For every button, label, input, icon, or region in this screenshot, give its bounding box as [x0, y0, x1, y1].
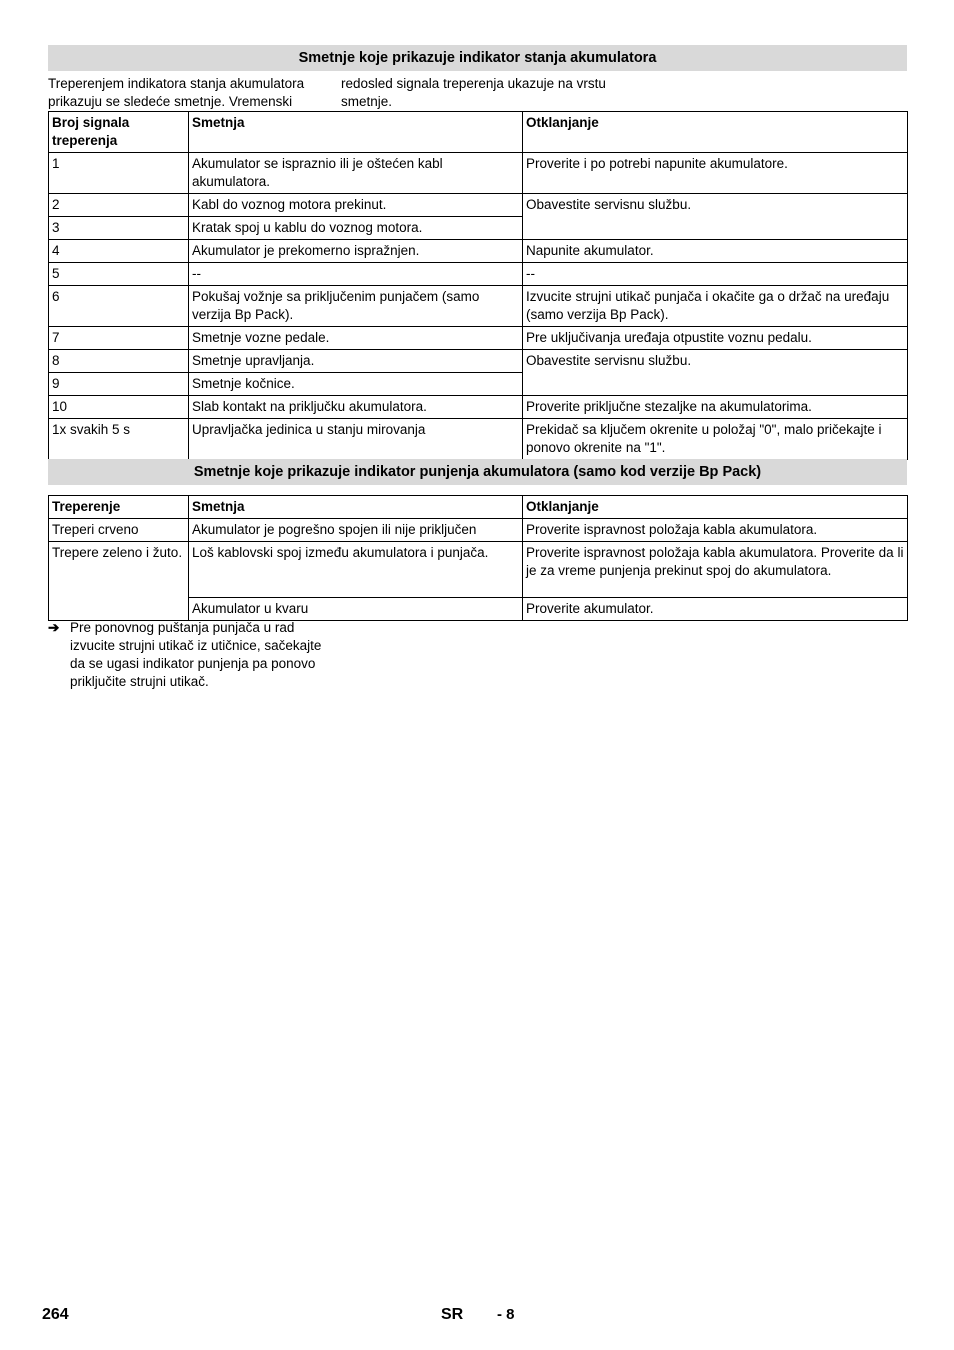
header-remedy: Otklanjanje	[523, 112, 908, 153]
table-row	[49, 519, 908, 542]
cell-fault: Smetnje vozne pedale.	[189, 327, 523, 350]
header-fault: Smetnja	[189, 496, 523, 519]
table-row	[49, 327, 908, 350]
table-row	[49, 194, 908, 217]
cell-fault: --	[189, 263, 523, 286]
cell-remedy: Prekidač sa ključem okrenite u položaj "0", malo pričekajte i ponovo okrenite na "1".	[523, 419, 908, 460]
cell-signal: 10	[49, 396, 189, 419]
header-flashing: Treperenje	[49, 496, 189, 519]
cell-signal: 3	[49, 217, 189, 240]
intro-text-left: Treperenjem indikatora stanja akumulatora prikazuju se sledeće smetnje. Vremenski	[48, 76, 305, 109]
cell-fault: Slab kontakt na priključku akumulatora.	[189, 396, 523, 419]
cell-signal: 9	[49, 373, 189, 396]
arrow-right-icon: ➔	[48, 620, 60, 635]
section-title-battery-status: Smetnje koje prikazuje indikator stanja akumulatora	[48, 45, 907, 71]
table-row	[49, 350, 908, 373]
cell-fault: Kabl do voznog motora prekinut.	[189, 194, 523, 217]
page-number: 264	[42, 1306, 69, 1323]
cell-remedy: Obavestite servisnu službu.	[523, 194, 908, 240]
sub-page-number: - 8	[497, 1306, 515, 1323]
cell-fault: Akumulator je prekomerno ispražnjen.	[189, 240, 523, 263]
cell-signal: 1	[49, 153, 189, 194]
intro-text-right: redosled signala treperenja ukazuje na vrstu smetnje.	[341, 76, 606, 109]
cell-signal: 2	[49, 194, 189, 217]
cell-remedy: Obavestite servisnu službu.	[523, 350, 908, 396]
table-row	[49, 153, 908, 194]
cell-fault: Smetnje upravljanja.	[189, 350, 523, 373]
cell-fault: Akumulator u kvaru	[189, 598, 523, 621]
cell-remedy: Proverite priključne stezaljke na akumulatorima.	[523, 396, 908, 419]
header-remedy: Otklanjanje	[523, 496, 908, 519]
header-fault: Smetnja	[189, 112, 523, 153]
cell-remedy: Proverite ispravnost položaja kabla akumulatora.	[523, 519, 908, 542]
cell-remedy: Pre uključivanja uređaja otpustite voznu pedalu.	[523, 327, 908, 350]
cell-fault: Loš kablovski spoj između akumulatora i punjača.	[189, 542, 523, 598]
table-row	[49, 419, 908, 460]
table-row	[49, 240, 908, 263]
battery-status-table	[48, 111, 908, 460]
cell-flashing: Treperi crveno	[49, 519, 189, 542]
table-row	[49, 396, 908, 419]
charge-indicator-table	[48, 495, 908, 621]
cell-remedy: Izvucite strujni utikač punjača i okačite ga o držač na uređaju (samo verzija Bp Pack).	[523, 286, 908, 327]
cell-signal: 6	[49, 286, 189, 327]
table-row	[49, 263, 908, 286]
header-signal-count: Broj signala treperenja	[49, 112, 189, 153]
cell-signal: 1x svakih 5 s	[49, 419, 189, 460]
cell-fault: Smetnje kočnice.	[189, 373, 523, 396]
cell-remedy: Proverite akumulator.	[523, 598, 908, 621]
cell-fault: Kratak spoj u kablu do voznog motora.	[189, 217, 523, 240]
table-row	[49, 542, 908, 598]
cell-remedy: Proverite i po potrebi napunite akumulatore.	[523, 153, 908, 194]
table-header-row	[49, 112, 908, 153]
cell-fault: Akumulator je pogrešno spojen ili nije priključen	[189, 519, 523, 542]
table-row	[49, 286, 908, 327]
cell-signal: 8	[49, 350, 189, 373]
cell-remedy: Napunite akumulator.	[523, 240, 908, 263]
section-title-charge-indicator: Smetnje koje prikazuje indikator punjenja akumulatora (samo kod verzije Bp Pack)	[48, 459, 907, 485]
cell-remedy: Proverite ispravnost položaja kabla akumulatora. Proverite da li je za vreme punjenja prekinut spoj do akumulatora.	[523, 542, 908, 598]
table-header-row	[49, 496, 908, 519]
cell-signal: 4	[49, 240, 189, 263]
cell-remedy: --	[523, 263, 908, 286]
cell-flashing: Trepere zeleno i žuto.	[49, 542, 189, 621]
note-text: Pre ponovnog puštanja punjača u rad izvucite strujni utikač iz utičnice, sačekajte da se ugasi indikator punjenja pa ponovo priključite strujni utikač.	[70, 620, 322, 689]
cell-signal: 7	[49, 327, 189, 350]
cell-fault: Pokušaj vožnje sa priključenim punjačem (samo verzija Bp Pack).	[189, 286, 523, 327]
language-code: SR	[441, 1306, 464, 1323]
note	[48, 619, 338, 691]
cell-fault: Upravljačka jedinica u stanju mirovanja	[189, 419, 523, 460]
cell-signal: 5	[49, 263, 189, 286]
cell-fault: Akumulator se ispraznio ili je oštećen kabl akumulatora.	[189, 153, 523, 194]
